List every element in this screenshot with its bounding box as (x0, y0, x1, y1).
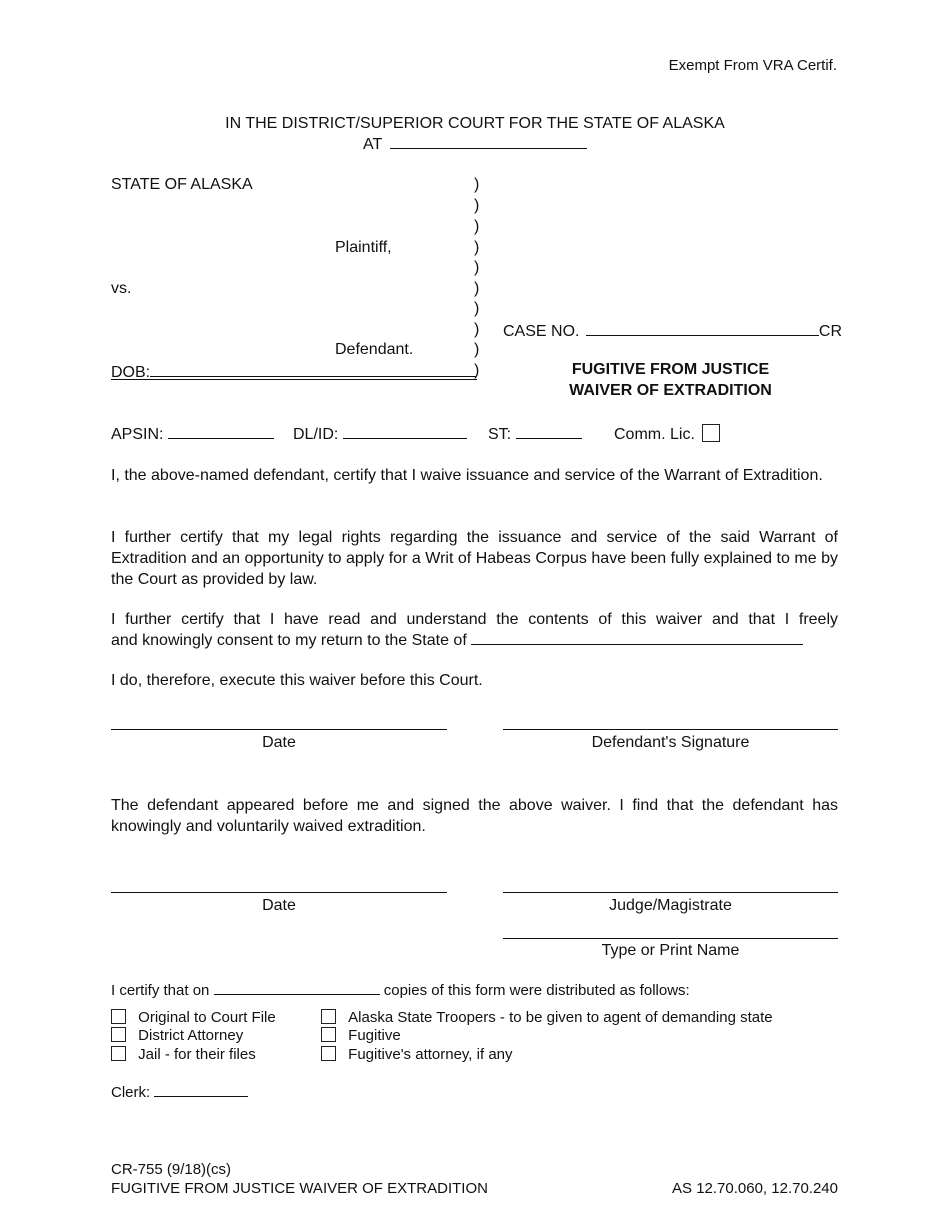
apsin-label: APSIN: (111, 426, 164, 443)
defendant-signature-label: Defendant's Signature (591, 734, 750, 751)
court-location (363, 134, 587, 154)
dist-item-label: District Attorney (138, 1027, 244, 1044)
dist-item-label: Fugitive's attorney, if any (348, 1046, 513, 1063)
comm-lic-label: Comm. Lic. (614, 426, 695, 443)
at-label: AT (363, 136, 382, 153)
paren: ) (474, 280, 480, 297)
date-label-1: Date (262, 734, 296, 751)
dist-item-state-troopers[interactable] (321, 1009, 773, 1026)
state-label: ST: (488, 426, 512, 443)
form-name-footer: FUGITIVE FROM JUSTICE WAIVER OF EXTRADITION (111, 1180, 488, 1197)
judge-signature-line[interactable] (503, 892, 838, 893)
checkbox[interactable] (111, 1027, 126, 1042)
case-no-label: CASE NO. (503, 323, 580, 340)
dob-label: DOB: (111, 364, 151, 381)
paren: ) (474, 259, 480, 276)
comm-lic-row (614, 424, 720, 444)
vra-exempt-note: Exempt From VRA Certif. (668, 57, 837, 74)
distribution-intro-a: I certify that on (111, 982, 210, 999)
paren: ) (474, 300, 480, 317)
paren: ) (474, 362, 480, 379)
judge-label: Judge/Magistrate (609, 897, 732, 914)
dist-item-label: Alaska State Troopers - to be given to agent of demanding state (348, 1009, 773, 1026)
dist-item-label: Jail - for their files (138, 1046, 256, 1063)
clerk-label: Clerk: (111, 1084, 151, 1101)
waiver-paragraph-4: I do, therefore, execute this waiver before this Court. (111, 672, 483, 689)
checkbox[interactable] (321, 1027, 336, 1042)
dist-item-label: Original to Court File (138, 1009, 276, 1026)
dlid-label: DL/ID: (293, 426, 339, 443)
dlid-field[interactable] (343, 424, 467, 439)
print-name-line[interactable] (503, 938, 838, 939)
paren: ) (474, 239, 480, 256)
defendant-label: Defendant. (335, 341, 414, 358)
clerk-row (111, 1084, 248, 1101)
defendant-signature-line[interactable] (503, 729, 838, 730)
plaintiff-name: STATE OF ALASKA (111, 176, 253, 193)
dist-item-fugitive-attorney[interactable] (321, 1046, 513, 1063)
court-finding-paragraph: The defendant appeared before me and signed the above waiver. I find that the defendant has knowingly and voluntarily waived extradition. (111, 797, 838, 835)
waiver-paragraph-3b: and knowingly consent to my return to the State of (111, 632, 467, 649)
dist-item-district-attorney[interactable] (111, 1027, 243, 1044)
date-label-2: Date (262, 897, 296, 914)
print-name-label: Type or Print Name (601, 942, 740, 959)
demanding-state-field[interactable] (471, 630, 803, 645)
clerk-field[interactable] (154, 1084, 248, 1097)
checkbox[interactable] (321, 1009, 336, 1024)
case-number-row (503, 321, 842, 341)
checkbox[interactable] (111, 1046, 126, 1061)
dist-item-court-file[interactable] (111, 1009, 276, 1026)
checkbox[interactable] (321, 1046, 336, 1061)
paren: ) (474, 341, 480, 358)
waiver-paragraph-3a: I further certify that I have read and understand the contents of this waiver and that I freely (111, 611, 838, 628)
state-field[interactable] (516, 424, 582, 439)
waiver-paragraph-1: I, the above-named defendant, certify that I waive issuance and service of the Warrant of Extradition. (111, 467, 823, 484)
waiver-paragraph-2: I further certify that my legal rights regarding the issuance and service of the said Warrant of Extradition and an opportunity to apply for a Writ of Habeas Corpus have been fully explained to me by the Court as provided by law. (111, 529, 838, 588)
apsin-row (111, 424, 274, 444)
dob-field[interactable] (150, 362, 476, 377)
state-row (488, 424, 582, 444)
checkbox[interactable] (111, 1009, 126, 1024)
comm-lic-checkbox[interactable] (702, 424, 720, 442)
form-title-line1: FUGITIVE FROM JUSTICE (571, 361, 770, 378)
date-line-1[interactable] (111, 729, 447, 730)
versus-label: vs. (111, 280, 132, 297)
form-number: CR-755 (9/18)(cs) (111, 1161, 232, 1178)
court-title: IN THE DISTRICT/SUPERIOR COURT FOR THE STATE OF ALASKA (225, 115, 725, 132)
plaintiff-label: Plaintiff, (335, 239, 392, 256)
dist-item-label: Fugitive (348, 1027, 401, 1044)
dist-item-fugitive[interactable] (321, 1027, 401, 1044)
paren: ) (474, 218, 480, 235)
apsin-field[interactable] (168, 424, 274, 439)
case-suffix: CR (818, 323, 843, 340)
distribution-date-field[interactable] (214, 982, 380, 995)
waiver-paragraph-3b-row (111, 630, 803, 650)
date-line-2[interactable] (111, 892, 447, 893)
dlid-row (293, 424, 467, 444)
form-title-line2: WAIVER OF EXTRADITION (569, 382, 772, 399)
statute-reference: AS 12.70.060, 12.70.240 (672, 1180, 838, 1197)
dob-underline (111, 379, 477, 380)
paren: ) (474, 197, 480, 214)
dist-item-jail[interactable] (111, 1046, 256, 1063)
court-location-field[interactable] (390, 134, 587, 149)
paren: ) (474, 176, 480, 193)
distribution-intro-b: copies of this form were distributed as follows: (383, 982, 690, 999)
paren: ) (474, 321, 480, 338)
case-number-field[interactable] (586, 321, 819, 336)
distribution-intro (111, 982, 690, 999)
